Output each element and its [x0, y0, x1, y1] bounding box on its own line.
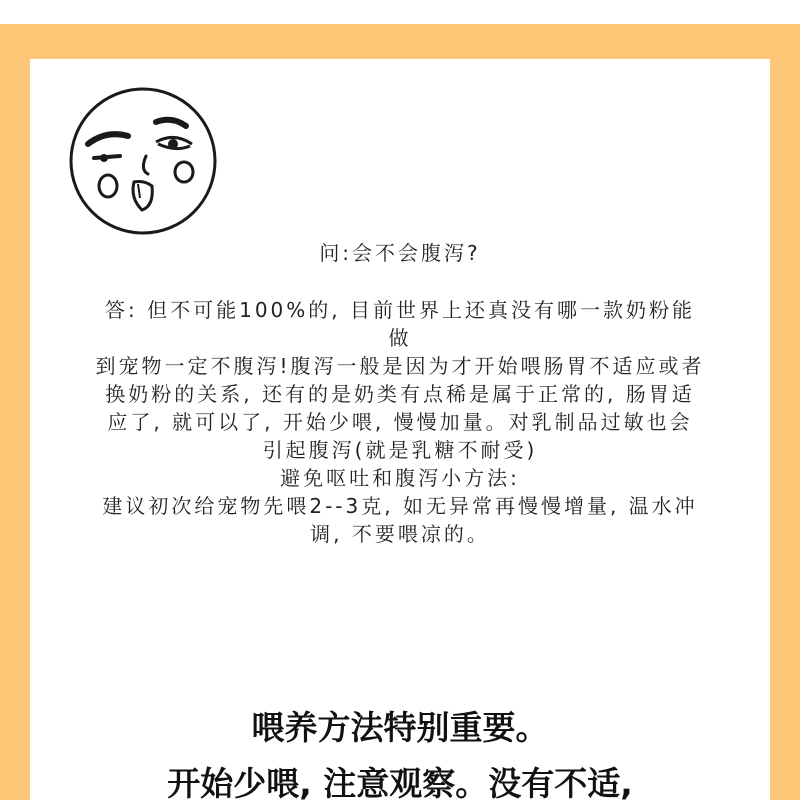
smirking-face-icon — [68, 86, 218, 236]
answer-line: 到宠物一定不腹泻!腹泻一般是因为才开始喂肠胃不适应或者 — [95, 354, 705, 378]
answer-line: 引起腹泻(就是乳糖不耐受) — [262, 438, 538, 462]
answer-line: 应了, 就可以了, 开始少喂, 慢慢加量。对乳制品过敏也会 — [107, 410, 693, 434]
answer-line: 调, 不要喂凉的。 — [310, 522, 490, 546]
answer-line: 做 — [388, 326, 412, 350]
answer-line: 换奶粉的关系, 还有的是奶类有点稀是属于正常的, 肠胃适 — [105, 382, 695, 406]
headline-line-2: 开始少喂, 注意观察。没有不适, — [167, 764, 633, 803]
answer-line: 避免呕吐和腹泻小方法: — [280, 466, 520, 490]
faq-question: 问:会不会腹泻? — [319, 241, 481, 265]
headline-line-1: 喂养方法特别重要。 — [251, 708, 549, 747]
faq-answer — [60, 296, 740, 548]
answer-line: 答: 但不可能100%的, 目前世界上还真没有哪一款奶粉能 — [105, 298, 695, 322]
answer-line: 建议初次给宠物先喂2--3克, 如无异常再慢慢增量, 温水冲 — [102, 494, 698, 518]
